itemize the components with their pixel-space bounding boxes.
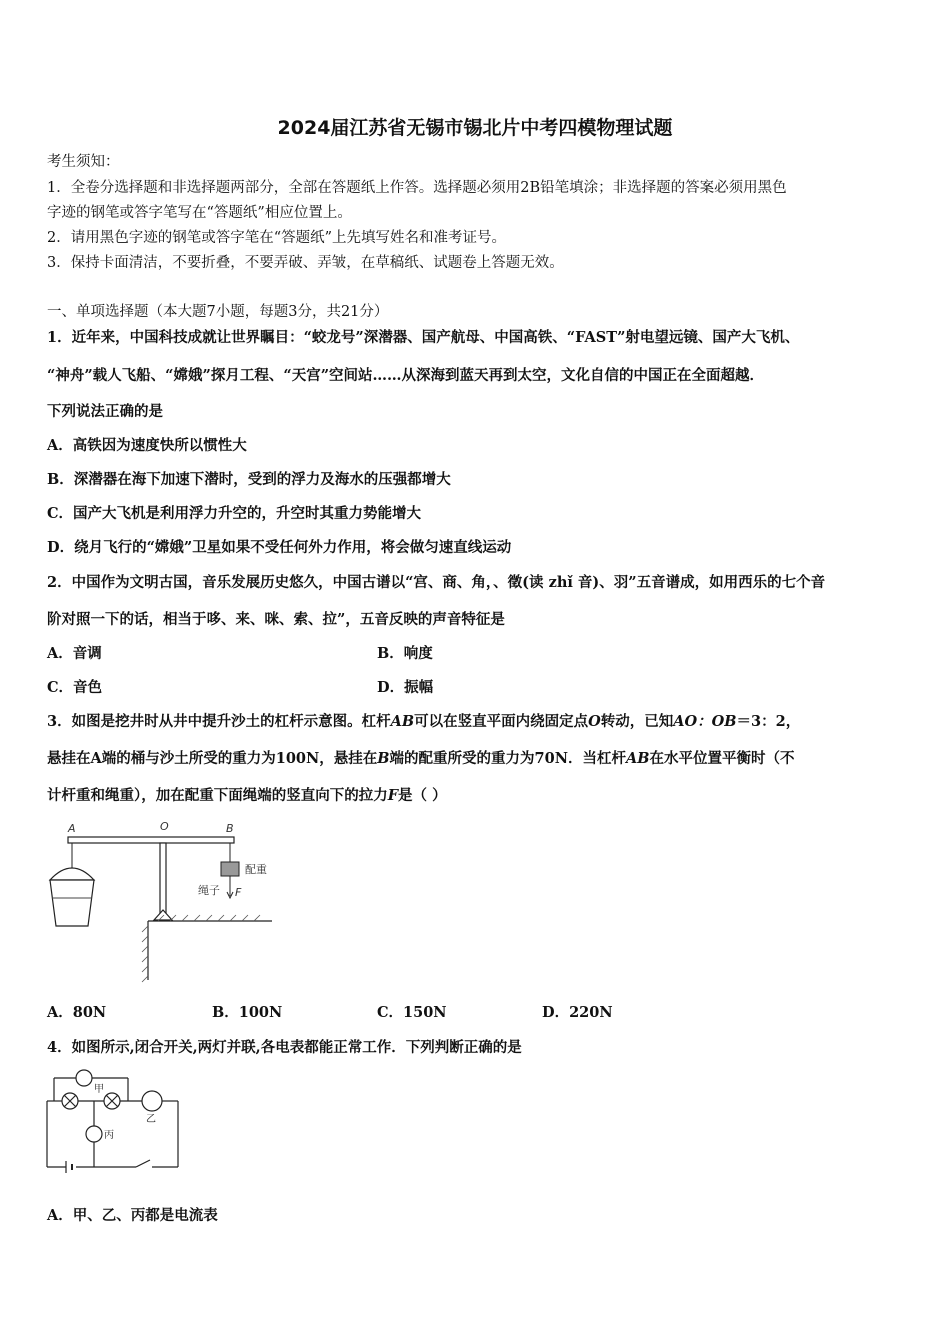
meter-label: 丙 <box>104 1130 114 1141</box>
q3-var: B <box>377 750 390 767</box>
q3-option-d: D．220N <box>542 1004 613 1021</box>
meter-label: 乙 <box>146 1114 156 1125</box>
q3-stem-line <box>47 749 795 769</box>
q3-stem-line <box>47 786 447 806</box>
notice-item: 3．保持卡面清洁，不要折叠，不要弄破、弄皱，在草稿纸、试题卷上答题无效。 <box>47 255 564 271</box>
bucket-icon <box>50 880 94 926</box>
counterweight-icon <box>221 862 239 876</box>
q3-text: 在水平位置平衡时（不 <box>649 750 795 767</box>
switch-icon <box>136 1160 150 1167</box>
lever-post <box>160 843 166 913</box>
q4-option-a: A．甲、乙、丙都是电流表 <box>47 1207 218 1224</box>
q3-text: 端的配重所受的重力为70N．当杠杆 <box>389 750 626 767</box>
circuit-diagram <box>40 1068 190 1176</box>
q3-var: O <box>588 713 601 730</box>
meter-icon <box>76 1070 92 1086</box>
q1-option-c: C．国产大飞机是利用浮力升空的，升空时其重力势能增大 <box>47 505 422 522</box>
meter-icon <box>142 1091 162 1111</box>
fulcrum-icon <box>154 910 172 920</box>
q2-option-c: C．音色 <box>47 679 103 696</box>
meter-icon <box>86 1126 102 1142</box>
q3-text: ＝3：2， <box>736 713 801 730</box>
q3-option-a: A．80N <box>47 1004 107 1021</box>
q1-option-b: B．深潜器在海下加速下潜时，受到的浮力及海水的压强都增大 <box>47 471 451 488</box>
q3-option-c: C．150N <box>377 1004 447 1021</box>
label-f: F <box>235 886 242 899</box>
q1-stem-line: 1．近年来，中国科技成就让世界瞩目：“蛟龙号”深潜器、国产航母、中国高铁、“FAST”射电望远镜、国产大飞机、 <box>47 329 800 346</box>
section-heading: 一、单项选择题（本大题7小题，每题3分，共21分） <box>47 304 389 320</box>
notice-item: 2．请用黑色字迹的钢笔或答字笔在“答题纸”上先填写姓名和准考证号。 <box>47 230 507 246</box>
q3-var: AO：OB <box>673 713 737 730</box>
notice-heading: 考生须知： <box>47 154 120 170</box>
q3-text: 3．如图是挖井时从井中提升沙土的杠杆示意图。杠杆 <box>47 713 391 730</box>
q3-stem-line <box>47 712 800 732</box>
lever-diagram <box>40 818 290 988</box>
lever-bar <box>68 837 234 843</box>
ground-hatch <box>142 915 260 982</box>
q2-stem-line: 阶对照一下的话，相当于哆、来、咪、索、拉”，五音反映的声音特征是 <box>47 611 505 628</box>
q4-stem-line: 4．如图所示,闭合开关,两灯并联,各电表都能正常工作．下列判断正确的是 <box>47 1039 522 1056</box>
q3-text: 是（ ） <box>398 787 447 804</box>
meter-label: 甲 <box>94 1084 104 1095</box>
q3-text: 计杆重和绳重），加在配重下面绳端的竖直向下的拉力 <box>47 787 388 804</box>
page-title: 2024届江苏省无锡市锡北片中考四模物理试题 <box>277 117 673 139</box>
q1-option-d: D．绕月飞行的“嫦娥”卫星如果不受任何外力作用，将会做匀速直线运动 <box>47 539 512 556</box>
label-weight: 配重 <box>245 863 267 876</box>
notice-item: 字迹的钢笔或答字笔写在“答题纸”相应位置上。 <box>47 205 352 221</box>
q1-option-a: A．高铁因为速度快所以惯性大 <box>47 437 247 454</box>
notice-item: 1．全卷分选择题和非选择题两部分，全部在答题纸上作答。选择题必须用2B铅笔填涂；非选择题的答案必须用黑色 <box>47 180 787 196</box>
q3-text: 悬挂在A端的桶与沙土所受的重力为100N，悬挂在 <box>47 750 378 767</box>
q1-stem-line: 下列说法正确的是 <box>47 403 163 420</box>
q2-stem-line: 2．中国作为文明古国，音乐发展历史悠久，中国古谱以“宫、商、角，、徵(读 zhǐ 音)、羽”五音谱成，如用西乐的七个音 <box>47 574 826 591</box>
q3-var: AB <box>390 713 415 730</box>
q3-option-b: B．100N <box>212 1004 283 1021</box>
q3-var: AB <box>625 750 650 767</box>
label-b: B <box>226 822 234 835</box>
label-o: O <box>160 820 169 833</box>
label-rope: 绳子 <box>198 884 220 897</box>
q2-option-b: B．响度 <box>377 645 433 662</box>
q3-var: F <box>387 787 399 804</box>
bucket-top <box>50 868 94 880</box>
q2-option-a: A．音调 <box>47 645 102 662</box>
q2-option-d: D．振幅 <box>377 679 434 696</box>
q3-text: 可以在竖直平面内绕固定点 <box>414 713 589 730</box>
q1-stem-line: “神舟”载人飞船、“嫦娥”探月工程、“天宫”空间站……从深海到蓝天再到太空，文化自信的中国正在全面超越． <box>47 367 765 384</box>
label-a: A <box>68 822 76 835</box>
q3-text: 转动，已知 <box>600 713 674 730</box>
